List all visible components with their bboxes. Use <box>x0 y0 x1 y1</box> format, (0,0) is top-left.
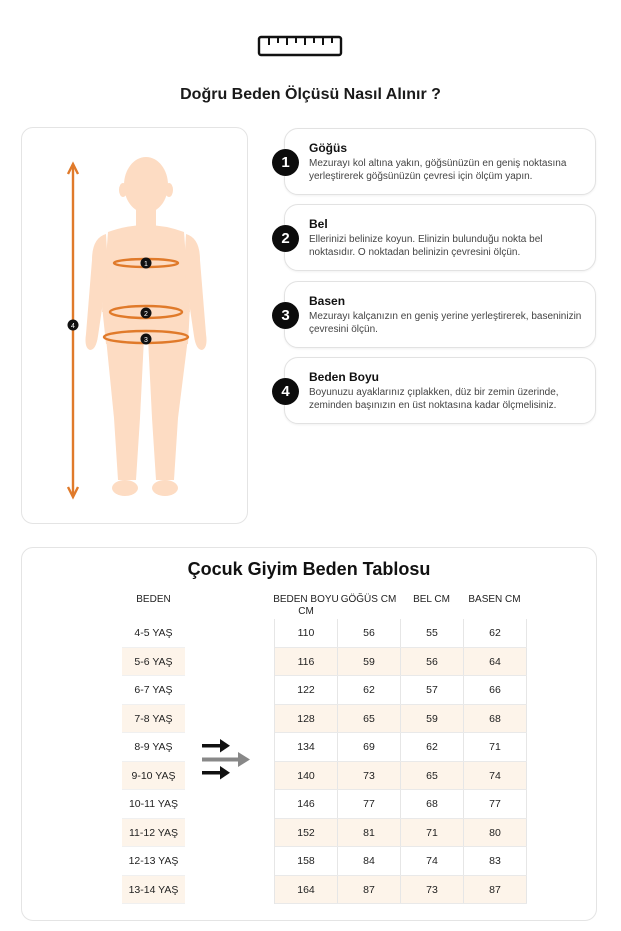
step-number-badge: 2 <box>272 225 299 252</box>
page-title: Doğru Beden Ölçüsü Nasıl Alınır ? <box>180 86 441 103</box>
table-row <box>275 819 527 848</box>
height-cell: 152 <box>275 819 338 847</box>
step-description: Mezurayı kol altına yakın, göğsünüzün en geniş noktasına yerleştirerek göğsünüzün çevresi için ölçüm yapın. <box>309 158 567 182</box>
size-cell: 9-10 YAŞ <box>122 762 185 791</box>
marker-3 <box>141 334 152 345</box>
size-table-card <box>21 547 597 921</box>
size-cell: 7-8 YAŞ <box>122 705 185 734</box>
svg-text:3: 3 <box>144 337 148 344</box>
waist-cell: 57 <box>401 676 464 704</box>
chest-cell: 81 <box>338 819 401 847</box>
svg-text:1: 1 <box>144 261 148 268</box>
waist-cell: 74 <box>401 847 464 875</box>
step-title: Basen <box>309 294 346 308</box>
step-description: Mezurayı kalçanızın en geniş yerine yerleştirerek, baseninizin çevresini ölçün. <box>309 311 582 335</box>
hip-cell: 71 <box>464 733 527 761</box>
size-cell: 10-11 YAŞ <box>122 790 185 819</box>
step-card-hip <box>281 281 596 348</box>
size-cell: 12-13 YAŞ <box>122 847 185 876</box>
step-title: Bel <box>309 217 328 231</box>
hip-cell: 83 <box>464 847 527 875</box>
chest-cell: 65 <box>338 705 401 733</box>
header-height: BEDEN BOYU CM <box>273 594 339 617</box>
chest-cell: 84 <box>338 847 401 875</box>
measurements-table <box>274 619 527 904</box>
height-cell: 140 <box>275 762 338 790</box>
hip-cell: 80 <box>464 819 527 847</box>
size-cell: 5-6 YAŞ <box>122 648 185 677</box>
waist-cell: 62 <box>401 733 464 761</box>
step-card-waist <box>281 204 596 271</box>
table-row <box>275 876 527 905</box>
hip-cell: 87 <box>464 876 527 904</box>
body-figure-card <box>21 127 248 524</box>
header-chest: GÖĞÜS CM <box>340 594 397 605</box>
table-row <box>275 733 527 762</box>
hip-cell: 68 <box>464 705 527 733</box>
height-cell: 110 <box>275 619 338 647</box>
height-cell: 122 <box>275 676 338 704</box>
size-column <box>122 619 185 904</box>
size-cell: 13-14 YAŞ <box>122 876 185 905</box>
hip-cell: 62 <box>464 619 527 647</box>
marker-4 <box>68 320 79 331</box>
chest-cell: 77 <box>338 790 401 818</box>
table-row <box>275 619 527 648</box>
waist-cell: 71 <box>401 819 464 847</box>
waist-cell: 59 <box>401 705 464 733</box>
header-hip: BASEN CM <box>468 594 521 605</box>
step-title: Beden Boyu <box>309 370 380 384</box>
step-description: Ellerinizi belinize koyun. Elinizin bulunduğu nokta bel noktasıdır. O noktadan belinizin çevresini ölçün. <box>309 234 543 258</box>
marker-1 <box>141 258 152 269</box>
height-cell: 164 <box>275 876 338 904</box>
size-cell: 4-5 YAŞ <box>122 619 185 648</box>
body-silhouette <box>22 128 249 525</box>
step-number-badge: 1 <box>272 149 299 176</box>
marker-2 <box>141 308 152 319</box>
table-row <box>275 762 527 791</box>
step-card-height <box>281 357 596 424</box>
svg-text:2: 2 <box>144 311 148 318</box>
step-number-badge: 3 <box>272 302 299 329</box>
table-row <box>275 790 527 819</box>
hip-cell: 77 <box>464 790 527 818</box>
waist-cell: 73 <box>401 876 464 904</box>
waist-cell: 65 <box>401 762 464 790</box>
header-waist: BEL CM <box>413 594 450 605</box>
table-title: Çocuk Giyim Beden Tablosu <box>187 559 431 579</box>
hip-cell: 64 <box>464 648 527 676</box>
ruler-icon <box>257 34 343 58</box>
size-cell: 11-12 YAŞ <box>122 819 185 848</box>
waist-cell: 55 <box>401 619 464 647</box>
svg-text:4: 4 <box>71 323 75 330</box>
chest-cell: 87 <box>338 876 401 904</box>
height-cell: 134 <box>275 733 338 761</box>
step-title: Göğüs <box>309 141 347 155</box>
table-row <box>275 676 527 705</box>
waist-cell: 56 <box>401 648 464 676</box>
table-row <box>275 648 527 677</box>
table-row <box>275 847 527 876</box>
arrows-right-icon <box>200 737 252 783</box>
table-row <box>275 705 527 734</box>
height-cell: 116 <box>275 648 338 676</box>
height-cell: 128 <box>275 705 338 733</box>
chest-cell: 69 <box>338 733 401 761</box>
step-description: Boyunuzu ayaklarınız çıplakken, düz bir zemin üzerinde, zeminden başınızın en üst noktasına kadar ölçmelisiniz. <box>309 387 559 411</box>
size-cell: 8-9 YAŞ <box>122 733 185 762</box>
waist-cell: 68 <box>401 790 464 818</box>
hip-cell: 66 <box>464 676 527 704</box>
hip-cell: 74 <box>464 762 527 790</box>
step-card-chest <box>281 128 596 195</box>
step-number-badge: 4 <box>272 378 299 405</box>
chest-cell: 59 <box>338 648 401 676</box>
header-size: BEDEN <box>136 594 171 605</box>
chest-cell: 73 <box>338 762 401 790</box>
height-cell: 146 <box>275 790 338 818</box>
chest-cell: 56 <box>338 619 401 647</box>
size-cell: 6-7 YAŞ <box>122 676 185 705</box>
chest-cell: 62 <box>338 676 401 704</box>
height-cell: 158 <box>275 847 338 875</box>
